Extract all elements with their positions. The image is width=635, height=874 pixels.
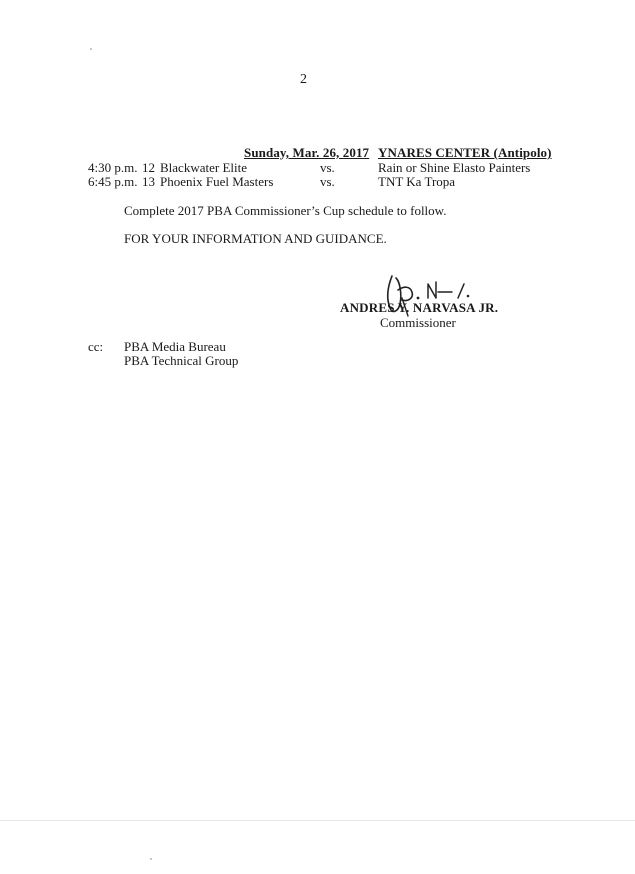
- game-time: 6:45 p.m.: [88, 174, 138, 189]
- guidance-note: FOR YOUR INFORMATION AND GUIDANCE.: [124, 231, 387, 246]
- schedule-date-header: Sunday, Mar. 26, 2017: [244, 145, 370, 160]
- versus-label: vs.: [320, 174, 335, 189]
- versus-label: vs.: [320, 160, 335, 175]
- home-team: Blackwater Elite: [160, 160, 247, 175]
- game-number: 13: [142, 174, 155, 189]
- game-time: 4:30 p.m.: [88, 160, 138, 175]
- home-team: Phoenix Fuel Masters: [160, 174, 274, 189]
- game-row: [88, 174, 548, 190]
- cc-recipient: PBA Media Bureau: [124, 339, 226, 354]
- away-team: TNT Ka Tropa: [378, 174, 456, 189]
- away-team: Rain or Shine Elasto Painters: [378, 160, 531, 175]
- schedule-follow-note: Complete 2017 PBA Commissioner’s Cup schedule to follow.: [124, 203, 447, 218]
- cc-recipient: PBA Technical Group: [124, 353, 239, 368]
- schedule-venue-header: YNARES CENTER (Antipolo): [378, 145, 552, 160]
- scan-edge: [0, 820, 635, 821]
- game-number: 12: [142, 160, 155, 175]
- signer-name: ANDRES Y. NARVASA JR.: [340, 300, 499, 315]
- cc-label: cc:: [88, 339, 104, 354]
- signer-title: Commissioner: [380, 315, 456, 330]
- scan-speck: [90, 48, 92, 50]
- page-number: 2: [300, 72, 307, 87]
- scan-speck: [150, 858, 152, 860]
